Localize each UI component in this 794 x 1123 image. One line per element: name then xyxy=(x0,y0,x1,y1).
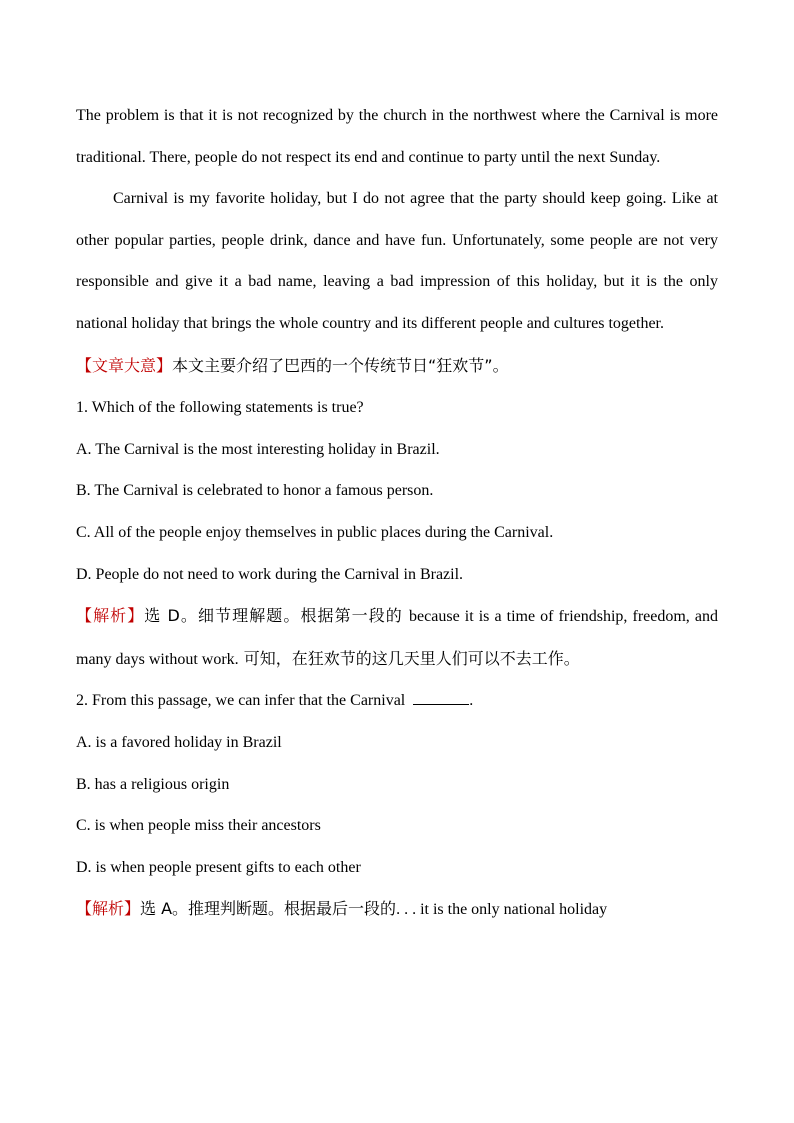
q1-analysis-cn-1: 选 D。细节理解题。根据第一段的 xyxy=(144,606,410,626)
document-page xyxy=(76,95,718,931)
passage-paragraph-1: The problem is that it is not recognized by the church in the northwest where the Carnival is more traditional. There, people do not respect its end and continue to party until the next Sunday. xyxy=(76,107,718,166)
q2-analysis-quote: . . . it is the only national holiday xyxy=(396,901,608,919)
q2-question-suffix: . xyxy=(469,692,474,710)
article-summary xyxy=(76,345,718,388)
answer-blank xyxy=(413,690,469,705)
summary-tag: 【文章大意】 xyxy=(76,355,173,375)
q1-option-a: A. The Carnival is the most interesting holiday in Brazil. xyxy=(76,440,440,458)
q2-option-c: C. is when people miss their ancestors xyxy=(76,817,321,835)
q1-option-d: D. People do not need to work during the Carnival in Brazil. xyxy=(76,565,464,583)
summary-text: 本文主要介绍了巴西的一个传统节日“狂欢节”。 xyxy=(172,355,509,375)
q2-option-b: B. has a religious origin xyxy=(76,775,230,793)
q1-option-b: B. The Carnival is celebrated to honor a famous person. xyxy=(76,482,434,500)
q2-question-prefix: 2. From this passage, we can infer that the Carnival xyxy=(76,692,406,710)
q1-analysis-tag: 【解析】 xyxy=(76,606,145,626)
q2-analysis-cn: 选 A。推理判断题。根据最后一段的 xyxy=(140,899,397,919)
q2-analysis xyxy=(76,888,718,931)
q1-analysis-quote: because it is a time of friendship, freedom, and many days without work. xyxy=(76,608,718,668)
q1-analysis xyxy=(76,595,718,680)
q1-option-c: C. All of the people enjoy themselves in public places during the Carnival. xyxy=(76,523,554,541)
q1-analysis-cn-2: 可知，在狂欢节的这几天里人们可以不去工作。 xyxy=(238,648,580,668)
passage-paragraph-2: Carnival is my favorite holiday, but I do not agree that the party should keep going. Like at other popular parties, people drink, dance and have fun. Unfortunately, some people are not very responsible and give it a bad name, leaving a bad impression of this holiday, but it is the only national holiday that brings the whole country and its different people and cultures together. xyxy=(76,190,718,332)
question-2 xyxy=(76,680,718,722)
q2-option-d: D. is when people present gifts to each other xyxy=(76,858,361,876)
q2-analysis-tag: 【解析】 xyxy=(76,899,141,919)
q2-option-a: A. is a favored holiday in Brazil xyxy=(76,733,282,751)
question-1: 1. Which of the following statements is true? xyxy=(76,399,364,417)
